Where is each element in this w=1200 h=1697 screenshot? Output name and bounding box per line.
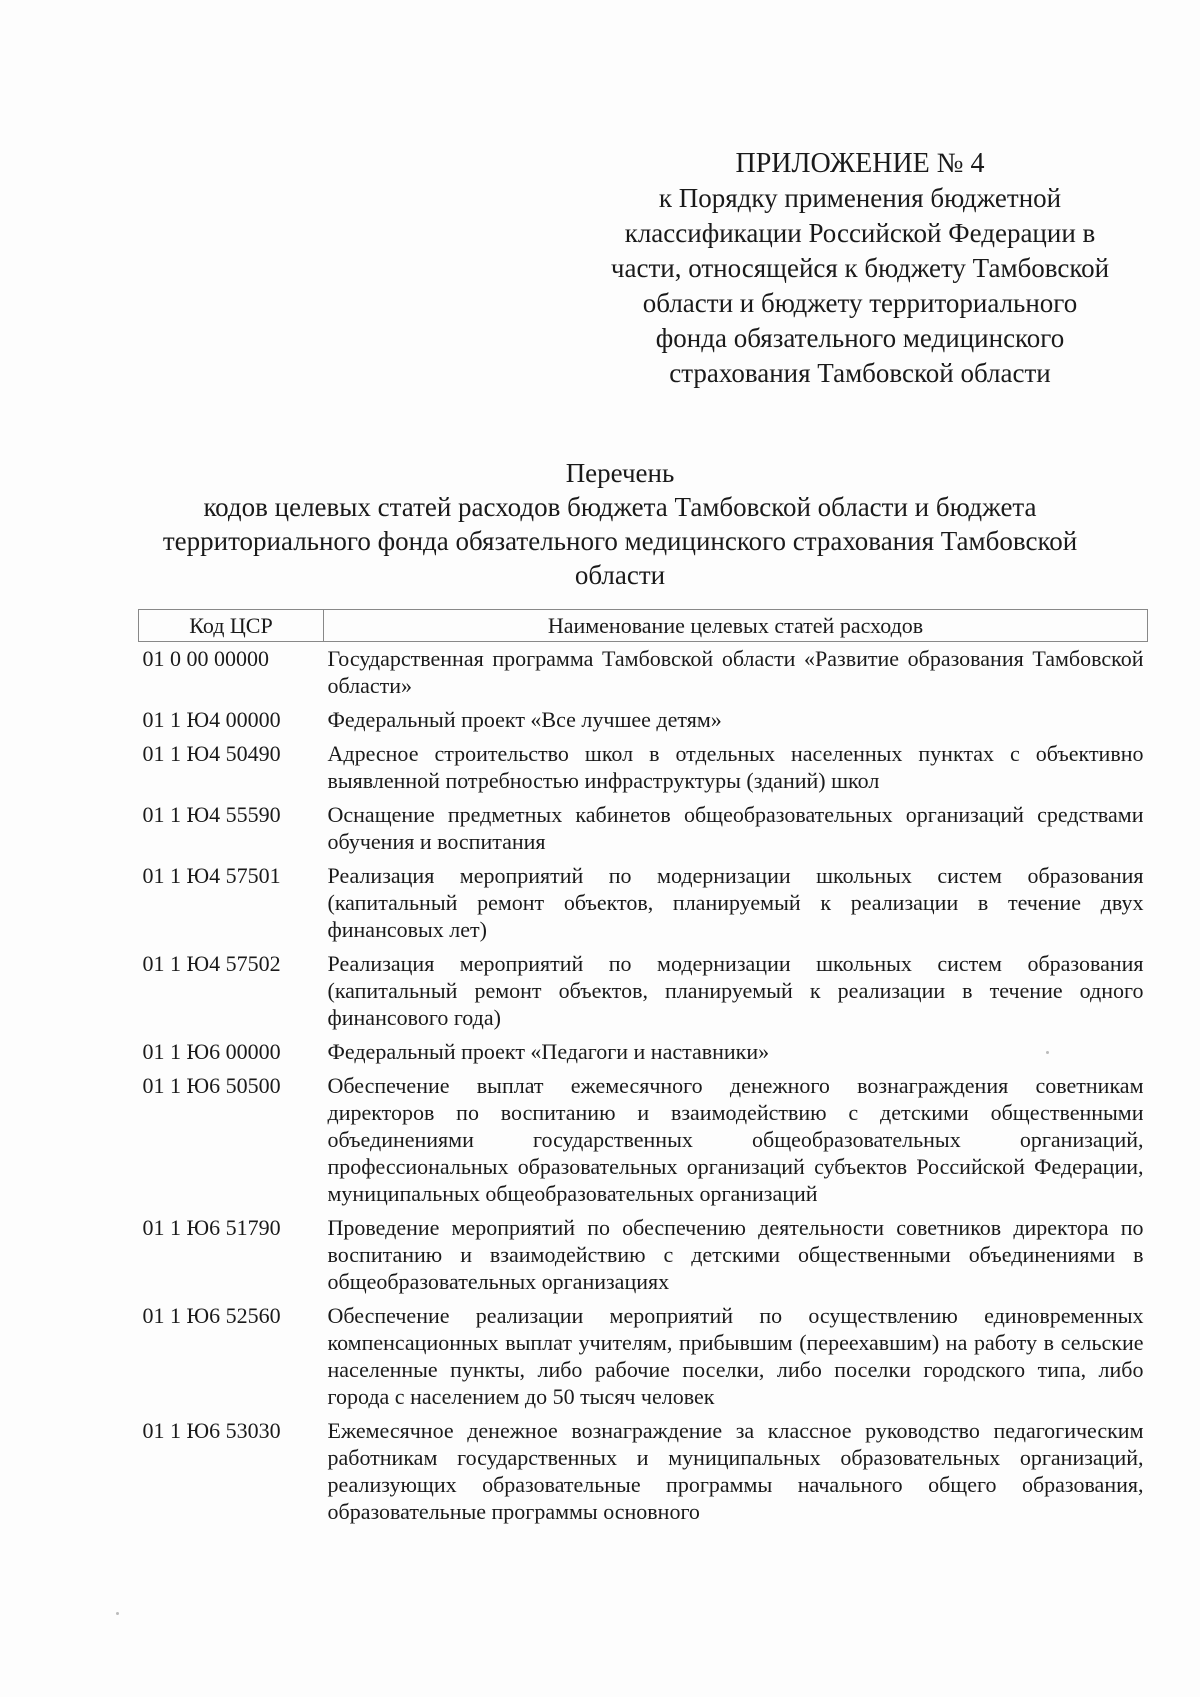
scan-speck [116, 1612, 119, 1615]
table-row [139, 642, 1148, 704]
heading-title: Перечень [565, 458, 675, 488]
table-row [139, 947, 1148, 1035]
row-name: Реализация мероприятий по модернизации школьных систем образования (капитальный ремонт объектов, планируемый к реализации в течение одного финансового года) [327, 951, 1144, 1030]
table-row [139, 1414, 1148, 1529]
row-name: Федеральный проект «Все лучшее детям» [327, 707, 722, 732]
table-row [139, 1211, 1148, 1299]
row-name: Адресное строительство школ в отдельных населенных пунктах с объективно выявленной потребностью инфраструктуры (зданий) школ [327, 741, 1144, 793]
row-code: 01 1 Ю6 51790 [142, 1215, 281, 1240]
row-code: 01 1 Ю4 00000 [142, 707, 281, 732]
row-name: Оснащение предметных кабинетов общеобразовательных организаций средствами обучения и воспитания [327, 802, 1144, 854]
table-row [139, 703, 1148, 737]
appendix-text: к Порядку применения бюджетной классификации Российской Федерации в части, относящейся к бюджету Тамбовской области и бюджету территориального фонда обязательного медицинского страхования Тамбовской области [610, 183, 1110, 388]
row-code: 01 1 Ю4 55590 [142, 802, 281, 827]
row-name: Обеспечение выплат ежемесячного денежного вознаграждения советникам директоров по воспитанию и взаимодействию с детскими общественными объединениями государственных общеобразовательных организаций, профессиональных образовательных организаций субъектов Российской Федерации, муниципальных общеобразовательных организаций [327, 1073, 1144, 1206]
table-row [139, 1035, 1148, 1069]
header-name: Наименование целевых статей расходов [324, 610, 1148, 642]
row-code: 01 1 Ю6 00000 [142, 1039, 281, 1064]
document-heading [140, 456, 1100, 592]
row-code: 01 1 Ю4 57502 [142, 951, 281, 976]
table-header-row [139, 610, 1148, 642]
table-row [139, 1299, 1148, 1414]
row-name: Реализация мероприятий по модернизации школьных систем образования (капитальный ремонт объектов, планируемый к реализации в течение двух финансовых лет) [327, 863, 1144, 942]
appendix-title: ПРИЛОЖЕНИЕ № 4 [735, 148, 985, 179]
table-row [139, 798, 1148, 859]
scan-speck [1046, 1051, 1049, 1054]
row-name: Федеральный проект «Педагоги и наставники» [327, 1039, 770, 1064]
heading-subtitle: кодов целевых статей расходов бюджета Тамбовской области и бюджета территориального фонда обязательного медицинского страхования Тамбовской области [162, 492, 1078, 590]
row-name: Государственная программа Тамбовской области «Развитие образования Тамбовской области» [327, 646, 1144, 698]
row-code: 01 1 Ю6 52560 [142, 1303, 281, 1328]
row-code: 01 1 Ю4 57501 [142, 863, 281, 888]
row-name: Проведение мероприятий по обеспечению деятельности советников директора по воспитанию и взаимодействию с детскими общественными объединениями в общеобразовательных организациях [327, 1215, 1144, 1294]
appendix-block [600, 146, 1120, 391]
table-body [139, 642, 1148, 1530]
row-name: Ежемесячное денежное вознаграждение за классное руководство педагогическим работникам государственных и муниципальных образовательных организаций, реализующих образовательные программы начального общего образования, образовательные программы основного [327, 1418, 1144, 1524]
row-code: 01 1 Ю6 53030 [142, 1418, 281, 1443]
row-name: Обеспечение реализации мероприятий по осуществлению единовременных компенсационных выплат учителям, прибывшим (переехавшим) на работу в сельские населенные пункты, либо рабочие поселки, либо поселки городского типа, либо города с населением до 50 тысяч человек [327, 1303, 1144, 1409]
table-row [139, 859, 1148, 947]
table-row [139, 1069, 1148, 1211]
table-row [139, 737, 1148, 798]
row-code: 01 0 00 00000 [142, 646, 269, 671]
row-code: 01 1 Ю6 50500 [142, 1073, 281, 1098]
row-code: 01 1 Ю4 50490 [142, 741, 281, 766]
codes-table [138, 609, 1148, 1529]
header-code: Код ЦСР [139, 610, 324, 642]
